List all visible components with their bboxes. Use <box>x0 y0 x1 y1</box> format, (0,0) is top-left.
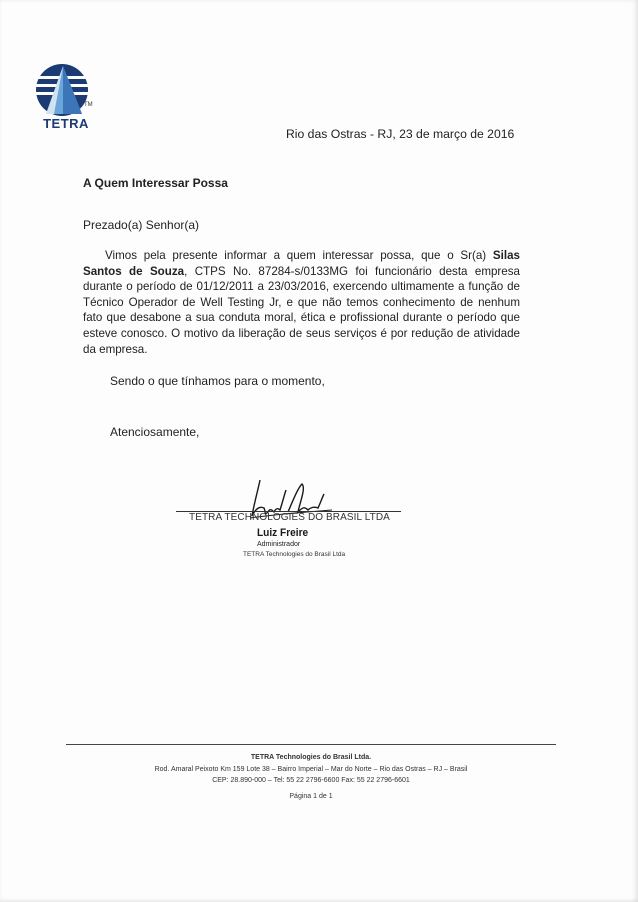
body-text-part2: , CTPS No. 87284-s/0133MG foi funcionário desta empresa durante o período de 01/12/2011 a 23/03/2016, exercendo ultimamente a função de Técnico Operador de Well Testing Jr, e que não temos conhecimento de nenhum fato que desabone a sua conduta moral, ética e profissional durante o período que esteve conosco. O motivo da liberação de seus serviços é por redução de atividade da empresa. <box>83 264 520 356</box>
body-text-part1: Vimos pela presente informar a quem interessar possa, que o Sr(a) <box>105 249 493 262</box>
footer-divider <box>66 744 556 745</box>
date-line: Rio das Ostras - RJ, 23 de março de 2016 <box>286 127 515 141</box>
salutation-title: A Quem Interessar Possa <box>83 176 228 190</box>
stamp-name: Luiz Freire <box>257 527 309 539</box>
greeting: Prezado(a) Senhor(a) <box>83 218 200 232</box>
footer-company: TETRA Technologies do Brasil Ltda. <box>250 754 372 761</box>
employee-name: Silas Santos de Souza <box>83 249 520 278</box>
logo-text: TETRA <box>43 116 89 131</box>
closing-line: Sendo o que tínhamos para o momento, <box>110 374 325 388</box>
trademark-label: TM <box>84 102 93 108</box>
sign-off: Atenciosamente, <box>110 425 200 439</box>
page-number: Página 1 de 1 <box>289 793 333 800</box>
footer-contact: CEP: 28.890-000 – Tel: 55 22 2796-6600 Fax: 55 22 2796-6601 <box>212 777 410 784</box>
footer <box>66 752 556 787</box>
footer-address: Rod. Amaral Peixoto Km 159 Lote 38 – Bairro Imperial – Mar do Norte – Rio das Ostras – RJ – Brasil <box>154 765 468 773</box>
stamp-role: Administrador <box>257 541 301 548</box>
body-paragraph <box>83 248 520 357</box>
company-signature-label: TETRA TECHNOLOGIES DO BRASIL LTDA <box>189 512 390 523</box>
stamp-company: TETRA Technologies do Brasil Ltda <box>243 551 346 558</box>
